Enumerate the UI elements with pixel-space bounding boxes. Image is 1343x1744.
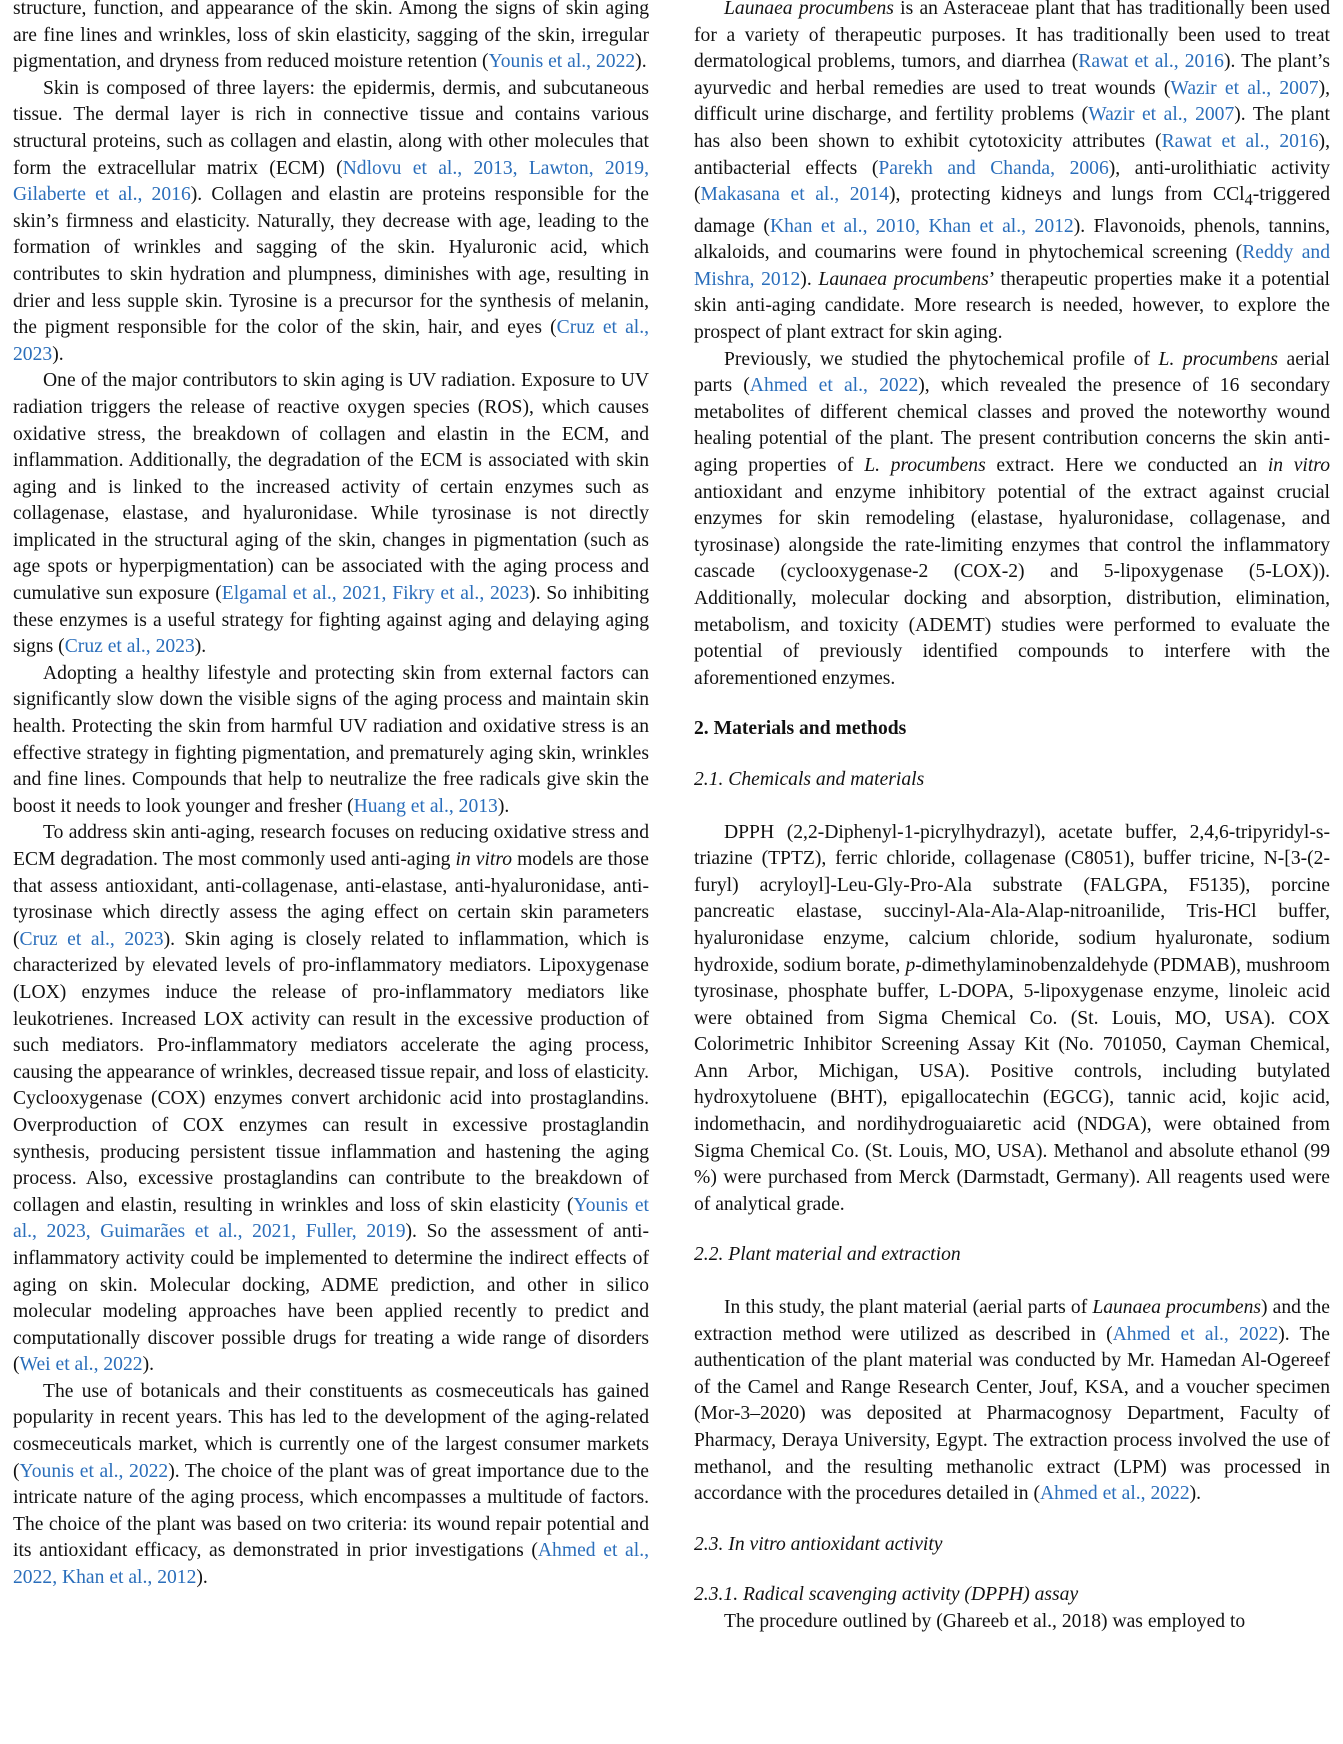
citation-link[interactable]: Younis et al., 2022 [488, 51, 636, 73]
text: ), protecting kidneys and lungs from CCl [888, 184, 1245, 206]
text: ). [52, 343, 64, 365]
text: extract. Here we conducted an [985, 455, 1268, 476]
text: ). [635, 51, 647, 73]
text: The use of botanicals and their constituents as cosmeceuticals has gained popularity in recent years. This has led to the development of the aging-related cosmeceuticals market, which is currently one of the largest consumer markets ( [13, 1380, 649, 1482]
text: One of the major contributors to skin aging is UV radiation. Exposure to UV radiation triggers the release of reactive oxygen species (ROS), which causes oxidative stress, the breakdown of collagen and elastin in the ECM, and inflammation. Additionally, the degradation of the ECM is associated with skin aging and is linked to the increased activity of certain enzymes such as collagenase, elastase, and hyaluronidase. While tyrosinase is not directly implicated in the structural aging of the skin, changes in pigmentation (such as age spots or hyperpigmentation) can be associated with the aging process and cumulative sun exposure ( [13, 370, 649, 605]
text: ). [142, 1354, 154, 1376]
citation-link[interactable]: Younis et al., 2023, Guimarães et al., 2021, Fuller, 2019 [13, 1194, 650, 1243]
paragraph [13, 368, 649, 661]
left-column [13, 0, 649, 1592]
citation-link[interactable]: Huang et al., 2013 [353, 795, 498, 817]
paragraph [13, 0, 649, 76]
citation-link[interactable]: Wazir et al., 2007 [1088, 104, 1235, 126]
text: ), anti-urolithiatic activity ( [694, 157, 1330, 206]
citation-link[interactable]: Ahmed et al., 2022 [1040, 1483, 1190, 1505]
text: ). [1189, 1483, 1202, 1505]
text: ). [194, 636, 207, 658]
text: models are those that assess antioxidant, anti-collagenase, anti-elastase, anti-hyaluronidase, anti-tyrosinase which directly assess the aging effect on certain skin parameters ( [13, 849, 650, 950]
citation-link[interactable]: Rawat et al., 2016 [1161, 130, 1319, 152]
paragraph [694, 347, 1330, 693]
citation-link[interactable]: Elgamal et al., 2021, Fikry et al., 2023 [221, 583, 530, 605]
paragraph [13, 76, 649, 369]
text: antioxidant and enzyme inhibitory potential of the extract against crucial enzymes for skin remodeling (elastase, hyaluronidase, collagenase, and tyrosinase) alongside the rate-limiting enzymes that control the inflammatory cascade (cyclooxygenase-2 (COX-2) and 5-lipoxygenase (5-LOX)). Additionally, molecular docking and absorption, distribution, elimination, metabolism, and toxicity (ADEMT) studies were performed to evaluate the potential of previously identified compounds to interfere with the aforementioned enzymes. [694, 481, 1330, 689]
paragraph [13, 820, 649, 1378]
text: structure, function, and appearance of the skin. Among the signs of skin aging are fine lines and wrinkles, loss of skin elasticity, sagging of the skin, irregular pigmentation, and dryness from reduced moisture retention ( [13, 0, 649, 73]
italic-text: in vitro [455, 849, 513, 870]
italic-text: p [905, 954, 916, 976]
text: ). Collagen and elastin are proteins responsible for the skin’s firmness and elasticity. Naturally, they decrease with age, leading to the formation of wrinkles and sagging of the skin. Hyaluronic acid, which contributes to skin hydration and plumpness, diminishes with age, resulting in drier and less supple skin. Tyrosine is a precursor for the synthesis of melanin, the pigment responsible for the color of the skin, hair, and eyes ( [13, 184, 649, 339]
citation-link[interactable]: Ahmed et al., 2022 [749, 375, 919, 397]
italic-text: in vitro [1267, 455, 1330, 476]
citation-link[interactable]: Cruz et al., 2023 [64, 636, 195, 658]
citation-link[interactable]: Younis et al., 2022 [19, 1460, 169, 1482]
species-name: L. procumbens [1158, 348, 1278, 370]
text: ). [497, 795, 510, 817]
text: ). Skin aging is closely related to inflammation, which is characterized by elevated levels of pro-inflammatory mediators. Lipoxygenase (LOX) enzymes induce the release of pro-inflammatory mediators like leukotrienes. Increased LOX activity can result in the excessive production of such mediators. Pro-inflammatory mediators accelerate the aging process, causing the appearance of wrinkles, decreased tissue repair, and loss of elasticity. Cyclooxygenase (COX) enzymes convert archidonic acid into prostaglandins. Overproduction of COX enzymes can result in excessive prostaglandin synthesis, producing persistent tissue inflammation and hastening the aging process. Also, excessive prostaglandins can contribute to the breakdown of collagen and elastin, resulting in wrinkles and loss of skin elasticity ( [13, 928, 649, 1216]
text: -triggered damage ( [694, 184, 1331, 237]
text: ). The authentication of the plant material was conducted by Mr. Hamedan Al-Ogereef of the Camel and Range Research Center, Jouf, KSA, and a voucher specimen (Mor-3–2020) was deposited at Pharmacognosy Department, Faculty of Pharmacy, Deraya University, Egypt. The extraction process involved the use of methanol, and the resulting methanolic extract (LPM) was processed in accordance with the procedures detailed in ( [694, 1323, 1330, 1505]
text: ). The plant’s ayurvedic and herbal remedies are used to treat wounds ( [694, 51, 1330, 99]
text: ). So the assessment of anti-inflammatory activity could be implemented to determine the indirect effects of aging on skin. Molecular docking, ADME prediction, and other in silico molecular modeling approaches have been applied recently to predict and computationally discover possible drugs for treating a wide range of disorders ( [13, 1221, 649, 1376]
subsection-heading: 2.1. Chemicals and materials [694, 768, 925, 790]
text: ), which revealed the presence of 16 secondary metabolites of different chemical classes and proved the noteworthy wound healing potential of the plant. The present contribution concerns the skin anti-aging properties of [694, 375, 1330, 476]
paragraph: The procedure outlined by (Ghareeb et al., 2018) was employed to [724, 1610, 1246, 1632]
text: ). [800, 268, 819, 290]
text: Skin is composed of three layers: the epidermis, dermis, and subcutaneous tissue. The dermal layer is rich in connective tissue and contains various structural proteins, such as collagen and elastin, along with other molecules that form the extracellular matrix (ECM) ( [13, 77, 649, 179]
citation-link[interactable]: Cruz et al., 2023 [19, 928, 164, 950]
paragraph [694, 0, 1330, 347]
citation-link[interactable]: Rawat et al., 2016 [1078, 51, 1224, 73]
citation-link[interactable]: Ahmed et al., 2022 [1112, 1323, 1279, 1345]
subsection-heading: 2.3. In vitro antioxidant activity [694, 1533, 943, 1555]
citation-link[interactable]: Makasana et al., 2014 [700, 184, 889, 206]
paragraph [13, 1379, 649, 1592]
subsubsection-heading: 2.3.1. Radical scavenging activity (DPPH) assay [694, 1584, 1079, 1606]
text: ) and the extraction method were utilized as described in ( [694, 1297, 1330, 1345]
text: -dimethylaminobenzaldehyde (PDMAB), mushroom tyrosinase, phosphate buffer, L-DOPA, 5-lipoxygenase enzyme, linoleic acid were obtained from Sigma Chemical Co. (St. Louis, MO, USA). COX Colorimetric Inhibitor Screening Assay Kit (No. 701050, Cayman Chemical, Ann Arbor, Michigan, USA). Positive controls, including butylated hydroxytoluene (BHT), epigallocatechin (EGCG), tannic acid, kojic acid, indomethacin, and nordihydroguaiaretic acid (NDGA), were obtained from Sigma Chemical Co. (St. Louis, MO, USA). Methanol and absolute ethanol (99 %) were purchased from Merck (Darmstadt, Germany). All reagents used were of analytical grade. [694, 954, 1330, 1215]
text: In this study, the plant material (aerial parts of [724, 1297, 1093, 1319]
text: Previously, we studied the phytochemical profile of [724, 348, 1159, 370]
text: DPPH (2,2-Diphenyl-1-picrylhydrazyl), acetate buffer, 2,4,6-tripyridyl-s-triazine (TPTZ), ferric chloride, collagenase (C8051), buffer tricine, N-[3-(2-furyl) acryloyl]-Leu-Gly-Pro-Ala substrate (FALGPA, F5135), porcine pancreatic elastase, succinyl-Ala-Ala-Alap-nitroanilide, Tris-HCl buffer, hyaluronidase enzyme, calcium chloride, sodium hyaluronate, sodium hydroxide, sodium borate, [694, 821, 1330, 976]
text: aerial parts ( [694, 348, 1331, 397]
section-heading: 2. Materials and methods [694, 718, 907, 740]
species-name: Launaea procumbens [818, 268, 989, 290]
citation-link[interactable]: Khan et al., 2010, Khan et al., 2012 [769, 215, 1074, 237]
text: ). [196, 1567, 208, 1589]
citation-link[interactable]: Cruz et al., 2023 [13, 317, 649, 365]
text: ). Flavonoids, phenols, tannins, alkaloids, and coumarins were found in phytochemical screening ( [694, 215, 1330, 264]
text: is an Asteraceae plant that has traditionally been used for a variety of therapeutic purposes. It has traditionally been used to treat dermatological problems, tumors, and diarrhea ( [694, 0, 1330, 73]
subscript: 4 [1244, 190, 1253, 210]
species-name: Launaea procumbens [724, 0, 894, 19]
text: ’ therapeutic properties make it a potential skin anti-aging candidate. More research is needed, however, to explore the prospect of plant extract for skin aging. [694, 268, 1330, 344]
citation-link[interactable]: Ahmed et al., 2022, Khan et al., 2012 [13, 1540, 649, 1589]
citation-link[interactable]: Wazir et al., 2007 [1170, 77, 1319, 99]
text: Adopting a healthy lifestyle and protecting skin from external factors can significantly slow down the visible signs of the aging process and maintain skin health. Protecting the skin from harmful UV radiation and oxidative stress is an effective strategy in fighting pigmentation, and prematurely aging skin, wrinkles and fine lines. Compounds that help to neutralize the free radicals give skin the boost it needs to look younger and fresher ( [13, 662, 649, 817]
citation-link[interactable]: Parekh and Chanda, 2006 [878, 157, 1109, 179]
text: ). So inhibiting these enzymes is a useful strategy for fighting against aging and delaying aging signs ( [13, 583, 649, 658]
subsection-heading: 2.2. Plant material and extraction [694, 1244, 961, 1266]
paragraph [13, 661, 649, 821]
species-name: L. procumbens [864, 455, 986, 476]
text: ). The plant has also been shown to exhibit cytotoxicity attributes ( [694, 104, 1330, 152]
paragraph [694, 1295, 1330, 1508]
text: ), difficult urine discharge, and fertility problems ( [694, 77, 1331, 126]
citation-link[interactable]: Wei et al., 2022 [19, 1354, 143, 1376]
right-column [694, 0, 1330, 1636]
text: ). The choice of the plant was of great importance due to the intricate nature of the aging process, which encompasses a multitude of factors. The choice of the plant was based on two criteria: its wound repair potential and its antioxidant efficacy, as demonstrated in prior investigations ( [13, 1460, 650, 1562]
paragraph [694, 820, 1330, 1219]
text: ), antibacterial effects ( [694, 130, 1330, 179]
species-name: Launaea procumbens [1092, 1297, 1262, 1319]
citation-link[interactable]: Ndlovu et al., 2013, Lawton, 2019, Gilaberte et al., 2016 [13, 157, 649, 206]
citation-link[interactable]: Reddy and Mishra, 2012 [694, 242, 1330, 290]
text: To address skin anti-aging, research focuses on reducing oxidative stress and ECM degradation. The most commonly used anti-aging [13, 822, 649, 870]
